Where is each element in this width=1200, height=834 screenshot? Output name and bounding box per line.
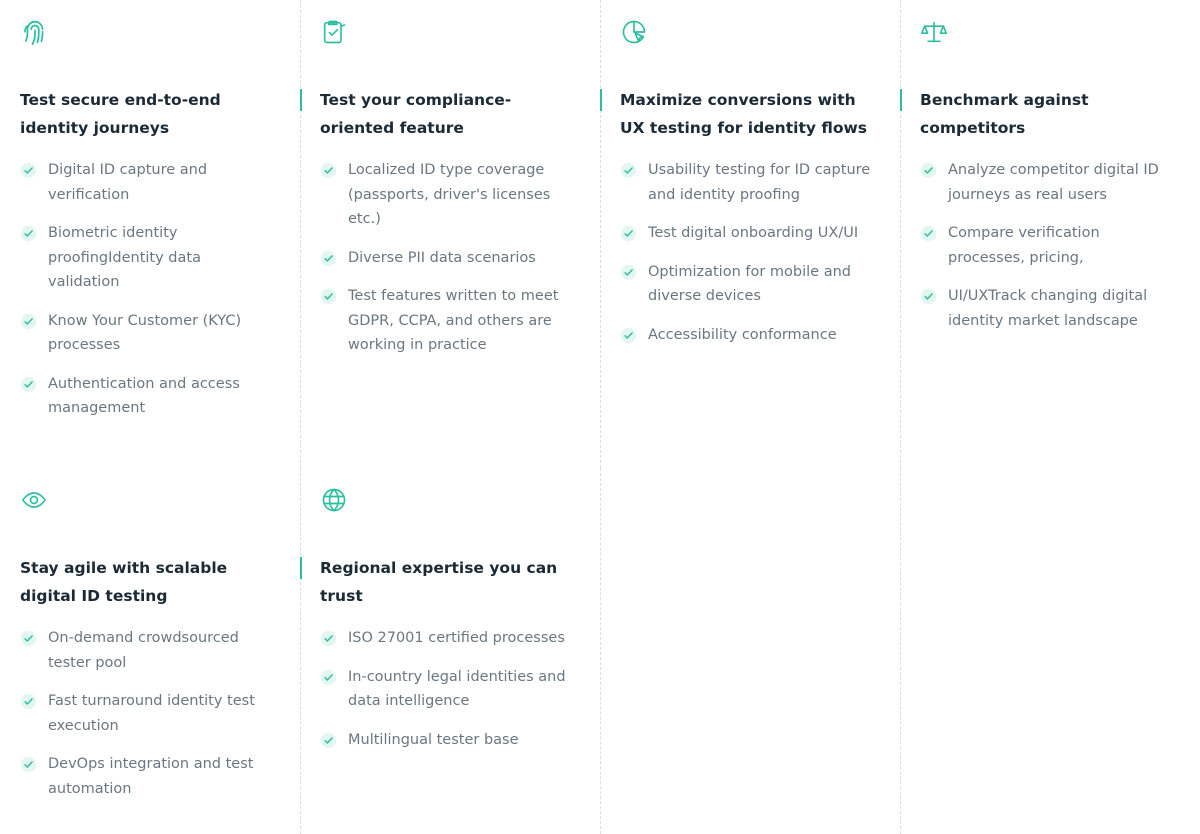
- feature-text: Diverse PII data scenarios: [348, 249, 536, 266]
- list-item: [320, 728, 572, 753]
- card-title: Maximize conversions with UX testing for identity flows: [620, 86, 872, 142]
- list-item: [620, 323, 872, 348]
- empty-cell: [600, 468, 900, 834]
- check-circle-icon: [620, 327, 637, 344]
- check-circle-icon: [20, 693, 37, 710]
- feature-list: [620, 158, 872, 347]
- empty-cell: [900, 468, 1200, 834]
- list-item: [920, 158, 1172, 207]
- feature-text: Authentication and access management: [48, 375, 240, 416]
- card-title: Stay agile with scalable digital ID testing: [20, 559, 228, 605]
- feature-text: DevOps integration and test automation: [48, 756, 254, 797]
- card-title: Regional expertise you can trust: [320, 554, 572, 610]
- clipboard-check-icon: [320, 18, 572, 58]
- list-item: [20, 752, 272, 801]
- check-circle-icon: [320, 250, 337, 267]
- feature-text: Analyze competitor digital ID journeys as real users: [948, 162, 1159, 203]
- feature-text: Accessibility conformance: [648, 326, 837, 343]
- list-item: [620, 221, 872, 246]
- feature-text: Compare verification processes, pricing,: [948, 225, 1100, 266]
- pie-chart-cursor-icon: [620, 18, 872, 58]
- feature-list: [20, 626, 272, 801]
- list-item: [320, 665, 572, 714]
- feature-text: Optimization for mobile and diverse devices: [648, 263, 851, 304]
- globe-icon: [320, 486, 572, 526]
- feature-text: Test digital onboarding UX/UI: [648, 225, 859, 241]
- feature-card-scalable: [0, 468, 300, 834]
- list-item: [620, 158, 872, 207]
- card-title: Benchmark against competitors: [920, 86, 1172, 142]
- feature-text: On-demand crowdsourced tester pool: [48, 630, 239, 671]
- list-item: [620, 260, 872, 309]
- feature-text: ISO 27001 certified processes: [348, 630, 565, 646]
- feature-text: Fast turnaround identity test execution: [48, 693, 255, 734]
- feature-card-identity-journeys: [0, 0, 300, 468]
- list-item: [20, 689, 272, 738]
- list-item: [320, 158, 572, 232]
- feature-card-benchmark: [900, 0, 1200, 468]
- list-item: [320, 246, 572, 271]
- feature-text: UI/UXTrack changing digital identity market landscape: [948, 288, 1148, 329]
- feature-card-regional: [300, 468, 600, 834]
- check-circle-icon: [620, 264, 637, 281]
- feature-text: Localized ID type coverage (passports, driver's licenses etc.): [348, 162, 551, 227]
- list-item: [920, 221, 1172, 270]
- list-item: [20, 309, 272, 358]
- check-circle-icon: [20, 756, 37, 773]
- check-circle-icon: [920, 288, 937, 305]
- feature-list: [920, 158, 1172, 333]
- fingerprint-icon: [20, 18, 272, 58]
- check-circle-icon: [320, 630, 337, 647]
- feature-card-compliance: [300, 0, 600, 468]
- list-item: [20, 372, 272, 421]
- check-circle-icon: [20, 225, 37, 242]
- feature-list: [320, 626, 572, 752]
- check-circle-icon: [320, 669, 337, 686]
- eye-icon: [20, 486, 272, 526]
- check-circle-icon: [320, 732, 337, 749]
- list-item: [320, 626, 572, 651]
- feature-list: [320, 158, 572, 358]
- list-item: [20, 158, 272, 207]
- check-circle-icon: [20, 162, 37, 179]
- check-circle-icon: [620, 225, 637, 242]
- check-circle-icon: [920, 162, 937, 179]
- card-title: Test your compliance-oriented feature: [320, 86, 572, 142]
- list-item: [920, 284, 1172, 333]
- feature-text: Know Your Customer (KYC) processes: [48, 312, 242, 353]
- card-title: Test secure end-to-end identity journeys: [20, 91, 221, 137]
- feature-text: Test features written to meet GDPR, CCPA, and others are working in practice: [348, 288, 559, 353]
- check-circle-icon: [320, 288, 337, 305]
- check-circle-icon: [920, 225, 937, 242]
- check-circle-icon: [620, 162, 637, 179]
- list-item: [20, 221, 272, 295]
- feature-text: Usability testing for ID capture and identity proofing: [648, 162, 871, 203]
- feature-card-conversions: [600, 0, 900, 468]
- feature-text: Multilingual tester base: [348, 731, 519, 748]
- check-circle-icon: [20, 313, 37, 330]
- feature-text: Digital ID capture and verification: [48, 162, 208, 203]
- scales-balance-icon: [920, 18, 1172, 58]
- check-circle-icon: [320, 162, 337, 179]
- check-circle-icon: [20, 376, 37, 393]
- list-item: [20, 626, 272, 675]
- feature-text: Biometric identity proofingIdentity data validation: [48, 225, 201, 290]
- check-circle-icon: [20, 630, 37, 647]
- feature-list: [20, 158, 272, 421]
- list-item: [320, 284, 572, 358]
- feature-text: In-country legal identities and data intelligence: [348, 668, 566, 709]
